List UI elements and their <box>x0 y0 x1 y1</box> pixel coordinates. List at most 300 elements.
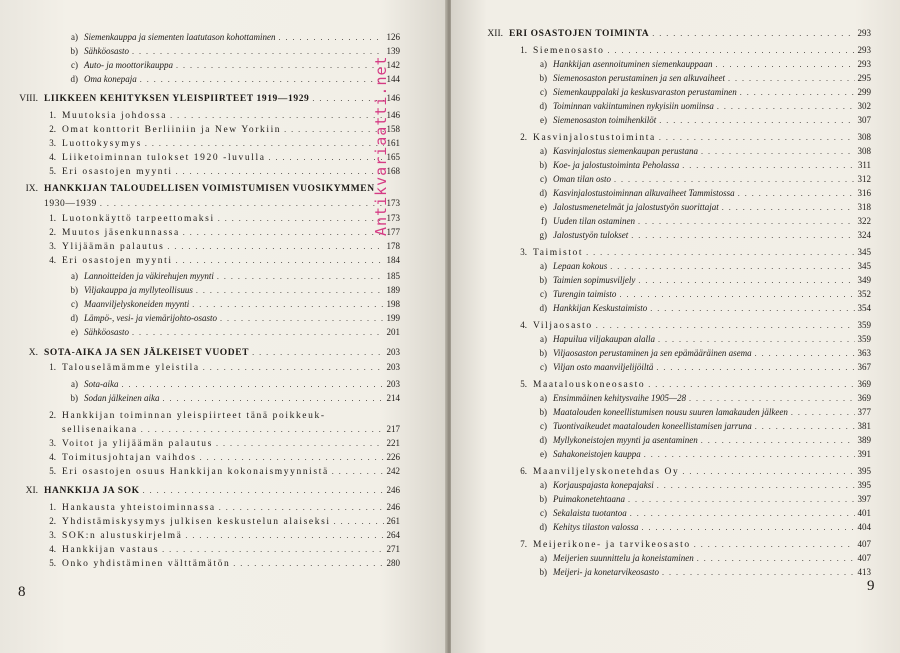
toc-leader-dots <box>717 100 855 113</box>
toc-entry-number: b) <box>539 567 547 577</box>
toc-entry-page: 214 <box>386 393 400 403</box>
toc-entry-number: 1. <box>49 110 56 120</box>
toc-entry <box>62 326 400 339</box>
toc-leader-dots <box>694 538 855 551</box>
toc-entry-title: Hankkijan toiminnan yleispiirteet tänä poikkeuk- <box>62 411 326 421</box>
toc-entry <box>531 173 871 186</box>
toc-entry-title: Eri osastojen myynti <box>62 256 173 266</box>
toc-entry <box>531 552 871 565</box>
toc-leader-dots <box>689 392 855 405</box>
toc-leader-dots <box>185 529 383 542</box>
toc-entry-title: Kasvinjalostustoiminta <box>533 133 656 143</box>
toc-entry-page: 407 <box>857 539 871 549</box>
toc-leader-dots <box>642 521 855 534</box>
toc-entry <box>42 240 400 253</box>
toc-entry <box>62 73 400 86</box>
toc-entry <box>513 44 871 57</box>
toc-entry <box>42 109 400 122</box>
toc-entry-page: 363 <box>857 348 871 358</box>
toc-entry-page: 146 <box>386 110 400 120</box>
toc-entry-number: b) <box>70 393 78 403</box>
toc-leader-dots <box>132 45 384 58</box>
toc-entry-page: 184 <box>386 255 400 265</box>
toc-entry-number: g) <box>539 230 547 240</box>
toc-entry-title: Meijerien suunnittelu ja koneistaminen <box>553 553 694 563</box>
toc-entry-page: 324 <box>857 230 871 240</box>
toc-entry-number: c) <box>540 421 547 431</box>
toc-leader-dots <box>203 361 384 374</box>
toc-entry <box>531 58 871 71</box>
toc-leader-dots <box>652 27 854 40</box>
toc-leader-dots <box>644 448 855 461</box>
toc-entry-number: c) <box>71 60 78 70</box>
toc-entry-page: 322 <box>857 216 871 226</box>
toc-entry-number: a) <box>540 334 547 344</box>
toc-entry <box>42 437 400 450</box>
toc-entry-number: b) <box>539 494 547 504</box>
toc-entry-page: 299 <box>857 87 871 97</box>
toc-entry-title: Onko yhdistäminen välttämätön <box>62 559 231 569</box>
toc-leader-dots <box>631 229 854 242</box>
toc-entry <box>531 406 871 419</box>
toc-leader-dots <box>252 346 383 359</box>
toc-entry-number: 4. <box>49 152 56 162</box>
toc-entry <box>531 201 871 214</box>
toc-entry-title: Liiketoiminnan tulokset 1920 -luvulla <box>62 153 266 163</box>
toc-entry <box>531 507 871 520</box>
toc-entry <box>8 484 400 497</box>
toc-entry-title: Maanviljelyskoneiden myynti <box>84 299 190 309</box>
toc-leader-dots <box>145 137 384 150</box>
toc-entry <box>62 270 400 283</box>
toc-entry-number: d) <box>539 101 547 111</box>
toc-entry-title: Toimitusjohtajan vaihdos <box>62 453 197 463</box>
toc-entry <box>42 165 400 178</box>
toc-entry <box>42 529 400 542</box>
toc-entry <box>42 501 400 514</box>
toc-leader-dots <box>596 319 855 332</box>
toc-entry-page: 158 <box>386 124 400 134</box>
toc-entry <box>513 378 871 391</box>
toc-entry <box>531 434 871 447</box>
toc-leader-dots <box>334 515 384 528</box>
toc-entry-title: Turengin taimisto <box>553 289 617 299</box>
toc-entry-title: Omat konttorit Berliiniin ja New Yorkiin <box>62 125 282 135</box>
toc-entry-title: Siemenosasto <box>533 46 605 56</box>
toc-entry-number: c) <box>540 289 547 299</box>
toc-entry-number: 1. <box>49 362 56 372</box>
toc-entry-title: HANKKIJAN TALOUDELLISEN VOIMISTUMISEN VUOSIKYMMEN <box>44 184 375 194</box>
toc-entry <box>531 347 871 360</box>
toc-entry-page: 178 <box>386 241 400 251</box>
toc-entry <box>8 346 400 359</box>
toc-leader-dots <box>176 59 384 72</box>
toc-leader-dots <box>662 566 855 579</box>
toc-entry-page: 307 <box>857 115 871 125</box>
toc-leader-dots <box>722 201 855 214</box>
toc-entry-title: Maatalouden koneellistumisen nousu suuren lamakauden jälkeen <box>553 407 788 417</box>
toc-entry-page: 352 <box>857 289 871 299</box>
toc-entry <box>473 27 871 40</box>
toc-entry-title: Viljaosasto <box>533 321 593 331</box>
toc-entry-page: 349 <box>857 275 871 285</box>
toc-entry-title: Muutos jäsenkunnassa <box>62 228 180 238</box>
toc-leader-dots <box>658 333 855 346</box>
toc-entry <box>531 114 871 127</box>
toc-entry-page: 142 <box>386 60 400 70</box>
toc-entry <box>42 361 400 374</box>
toc-leader-dots <box>332 465 384 478</box>
toc-leader-dots <box>132 326 384 339</box>
toc-leader-dots <box>170 109 383 122</box>
toc-entry-number: 2. <box>49 516 56 526</box>
toc-leader-dots <box>791 406 855 419</box>
toc-entry-title: Viljaosaston perustaminen ja sen epämääräinen asema <box>553 348 752 358</box>
toc-entry-number: c) <box>540 508 547 518</box>
toc-entry-number: d) <box>539 435 547 445</box>
toc-entry-page: 359 <box>857 334 871 344</box>
toc-entry-number: a) <box>540 59 547 69</box>
toc-leader-dots <box>586 246 854 259</box>
toc-entry-number: a) <box>540 553 547 563</box>
toc-entry-page: 126 <box>386 32 400 42</box>
toc-leader-dots <box>284 123 383 136</box>
toc-entry-number: 2. <box>520 132 527 142</box>
toc-entry-page: 295 <box>857 73 871 83</box>
toc-entry-page: 161 <box>386 138 400 148</box>
toc-leader-dots <box>728 72 855 85</box>
toc-entry-title: Ensimmäinen kehitysvaihe 1905—28 <box>553 393 686 403</box>
toc-leader-dots <box>143 484 384 497</box>
toc-leader-dots <box>638 274 854 287</box>
toc-leader-dots <box>755 420 855 433</box>
toc-entry-title: Jalostusmenetelmät ja jalostustyön suorittajat <box>553 202 719 212</box>
toc-entry <box>62 31 400 44</box>
toc-entry-title: Kasvinjalostustoiminnan alkuvaiheet Tammistossa <box>553 188 735 198</box>
toc-entry-number: 3. <box>49 138 56 148</box>
toc-entry-page: 217 <box>386 424 400 434</box>
toc-entry-title: SOTA-AIKA JA SEN JÄLKEISET VUODET <box>44 348 250 358</box>
toc-entry-page: 401 <box>857 508 871 518</box>
toc-entry-page: 139 <box>386 46 400 56</box>
toc-entry-title: Voitot ja ylijäämän palautus <box>62 439 213 449</box>
toc-entry <box>531 159 871 172</box>
toc-entry-number: XII. <box>487 29 503 39</box>
toc-leader-dots <box>220 312 384 325</box>
toc-leader-dots <box>755 347 855 360</box>
toc-entry-page: 146 <box>386 93 400 103</box>
toc-entry-page: 316 <box>857 188 871 198</box>
toc-entry-title: Siemenkauppalaki ja keskusvaraston perustaminen <box>553 87 737 97</box>
toc-entry-page: 407 <box>857 553 871 563</box>
toc-entry-title: Siemenosaston perustaminen ja sen alkuvaiheet <box>553 73 725 83</box>
toc-entry-number: 1. <box>520 45 527 55</box>
toc-entry <box>42 409 400 422</box>
toc-leader-dots <box>738 187 855 200</box>
toc-leader-dots <box>233 557 383 570</box>
toc-entry-title: Sähköosasto <box>84 46 129 56</box>
toc-entry-title: Sota-aika <box>84 379 119 389</box>
toc-entry-title: Viljan osto maanviljelijöiltä <box>553 362 654 372</box>
toc-leader-dots <box>659 131 855 144</box>
toc-entry-title: Meijerikone- ja tarvikeosasto <box>533 540 691 550</box>
toc-leader-dots <box>701 145 855 158</box>
toc-leader-dots <box>607 44 854 57</box>
toc-leader-dots <box>619 288 854 301</box>
toc-entry-title: SOK:n alustuskirjelmä <box>62 531 183 541</box>
toc-entry-number: 3. <box>49 438 56 448</box>
toc-entry <box>531 72 871 85</box>
toc-leader-dots <box>269 151 384 164</box>
toc-entry <box>62 298 400 311</box>
toc-entry-page: 144 <box>386 74 400 84</box>
toc-entry-number: 4. <box>49 452 56 462</box>
toc-leader-dots <box>659 114 854 127</box>
toc-entry-page: 302 <box>857 101 871 111</box>
toc-leader-dots <box>278 31 383 44</box>
toc-entry <box>42 515 400 528</box>
toc-entry-page: 221 <box>386 438 400 448</box>
toc-entry <box>42 557 400 570</box>
toc-entry-title: Yhdistämiskysymys julkisen keskustelun alaiseksi <box>62 517 331 527</box>
toc-leader-dots <box>697 552 855 565</box>
toc-entry-number: VIII. <box>19 94 38 104</box>
toc-entry-title: Hapuilua viljakaupan alalla <box>553 334 655 344</box>
toc-entry-page: 203 <box>386 362 400 372</box>
toc-entry <box>62 312 400 325</box>
toc-entry-title: Sahakoneistojen kauppa <box>553 449 641 459</box>
toc-entry-title: Muutoksia johdossa <box>62 111 168 121</box>
toc-entry-page: 226 <box>386 452 400 462</box>
toc-entry <box>531 392 871 405</box>
toc-entry-number: XI. <box>25 486 38 496</box>
toc-leader-dots <box>217 270 384 283</box>
toc-entry-number: 5. <box>49 558 56 568</box>
toc-entry-page: 404 <box>857 522 871 532</box>
toc-leader-dots <box>216 437 384 450</box>
toc-entry-page: 377 <box>857 407 871 417</box>
toc-entry-page: 173 <box>386 213 400 223</box>
toc-entry-page: 198 <box>386 299 400 309</box>
toc-entry-number: a) <box>71 271 78 281</box>
toc-entry-title: Siemenosaston toimihenkilöt <box>553 115 657 125</box>
toc-entry-page: 280 <box>386 558 400 568</box>
toc-entry <box>513 538 871 551</box>
toc-entry <box>42 151 400 164</box>
toc-entry-title: Taimistot <box>533 248 584 258</box>
toc-entry-title: Maatalouskoneosasto <box>533 380 646 390</box>
toc-entry-number: 4. <box>49 544 56 554</box>
toc-entry-number: c) <box>540 174 547 184</box>
toc-entry-title: Maanviljelyskonetehdas Oy <box>533 467 680 477</box>
toc-entry-title: Sekalaista tuotantoa <box>553 508 627 518</box>
toc-entry-title: Hankkijan Keskustaimisto <box>553 303 648 313</box>
toc-entry-number: 5. <box>520 379 527 389</box>
toc-entry-title: Siemenkauppa ja siementen laatutason kohottaminen <box>84 32 276 42</box>
toc-leader-dots <box>218 212 384 225</box>
toc-entry-page: 168 <box>386 166 400 176</box>
toc-leader-dots <box>656 361 854 374</box>
toc-entry <box>62 45 400 58</box>
toc-entry-title: Ylijäämän palautus <box>62 242 165 252</box>
page-number-right: 9 <box>867 578 875 594</box>
toc-entry-title: Sähköosasto <box>84 327 129 337</box>
toc-entry-number: b) <box>70 46 78 56</box>
toc-entry-page: 367 <box>857 362 871 372</box>
toc-entry-page: 369 <box>857 379 871 389</box>
toc-leader-dots <box>183 226 384 239</box>
toc-entry-page: 308 <box>857 146 871 156</box>
toc-entry-number: b) <box>539 275 547 285</box>
toc-entry-number: 2. <box>49 124 56 134</box>
toc-leader-dots <box>614 173 854 186</box>
toc-entry-page: 311 <box>857 160 871 170</box>
toc-entry-title: Sodan jälkeinen aika <box>84 393 160 403</box>
toc-entry <box>42 423 400 436</box>
toc-entry-page: 293 <box>857 59 871 69</box>
toc-leader-dots <box>162 392 383 405</box>
toc-entry <box>8 92 400 105</box>
toc-entry-title: sellisenaikana <box>62 425 138 435</box>
toc-entry-title: Korjauspajasta konepajaksi <box>553 480 654 490</box>
toc-entry-title: Jalostustyön tulokset <box>553 230 629 240</box>
toc-entry <box>513 246 871 259</box>
toc-leader-dots <box>140 73 384 86</box>
toc-entry-title: Hankausta yhteistoiminnassa <box>62 503 216 513</box>
toc-entry-title: Eri osastojen myynti <box>62 167 173 177</box>
toc-entry <box>531 361 871 374</box>
toc-entry-page: 345 <box>857 247 871 257</box>
toc-entry-number: a) <box>71 32 78 42</box>
toc-entry <box>531 493 871 506</box>
right-page <box>451 0 900 653</box>
toc-entry-page: 391 <box>857 449 871 459</box>
toc-entry-title: Talouselämämme yleistila <box>62 363 200 373</box>
toc-leader-dots <box>715 58 854 71</box>
toc-leader-dots <box>141 423 384 436</box>
toc-entry-title: Viljakauppa ja myllyteollisuus <box>84 285 193 295</box>
toc-entry-title: Uuden tilan ostaminen <box>553 216 635 226</box>
toc-leader-dots <box>630 507 855 520</box>
toc-entry-number: a) <box>540 480 547 490</box>
toc-entry-number: 5. <box>49 466 56 476</box>
toc-entry-page: 199 <box>386 313 400 323</box>
toc-entry-number: b) <box>70 285 78 295</box>
toc-entry <box>531 187 871 200</box>
toc-entry-number: 1. <box>49 213 56 223</box>
toc-leader-dots <box>650 302 854 315</box>
toc-entry <box>8 183 400 196</box>
toc-leader-dots <box>701 434 855 447</box>
toc-entry-number: d) <box>539 188 547 198</box>
toc-leader-dots <box>200 451 384 464</box>
toc-entry-page: 359 <box>857 320 871 330</box>
toc-entry-title: Luottokysymys <box>62 139 142 149</box>
toc-entry-number: 4. <box>520 320 527 330</box>
toc-leader-dots <box>648 378 854 391</box>
toc-entry <box>531 302 871 315</box>
toc-entry-title: LIIKKEEN KEHITYKSEN YLEISPIIRTEET 1919—1929 <box>44 94 310 104</box>
toc-entry-title: Lämpö-, vesi- ja viemärijohto-osasto <box>84 313 217 323</box>
toc-entry-number: 5. <box>49 166 56 176</box>
toc-entry-title: Koe- ja jalostustoiminta Peholassa <box>553 160 680 170</box>
toc-entry-number: a) <box>71 379 78 389</box>
toc-entry-page: 395 <box>857 480 871 490</box>
toc-entry-page: 203 <box>386 347 400 357</box>
toc-entry <box>42 212 400 225</box>
toc-entry-page: 271 <box>386 544 400 554</box>
toc-entry-title: ERI OSASTOJEN TOIMINTA <box>509 29 650 39</box>
toc-entry-number: d) <box>70 74 78 84</box>
toc-entry-number: f) <box>541 216 547 226</box>
toc-entry-number: e) <box>71 327 78 337</box>
toc-leader-dots <box>162 543 383 556</box>
watermark-text: Antikvariaatti.net <box>372 55 390 236</box>
toc-leader-dots <box>192 298 383 311</box>
toc-entry-page: 354 <box>857 303 871 313</box>
toc-entry <box>42 226 400 239</box>
toc-entry-page: 293 <box>857 45 871 55</box>
toc-entry-title: Auto- ja moottorikauppa <box>84 60 173 70</box>
toc-leader-dots <box>740 86 855 99</box>
toc-leader-dots <box>196 284 384 297</box>
toc-entry <box>531 274 871 287</box>
toc-entry-number: d) <box>70 313 78 323</box>
toc-entry-number: 4. <box>49 255 56 265</box>
toc-entry-number: b) <box>539 407 547 417</box>
toc-entry-title: Eri osastojen osuus Hankkijan kokonaismyynnistä <box>62 467 329 477</box>
toc-entry-page: 246 <box>386 502 400 512</box>
toc-entry <box>531 260 871 273</box>
toc-entry-number: c) <box>540 87 547 97</box>
toc-entry-title: Lannoitteiden ja väkirehujen myynti <box>84 271 214 281</box>
toc-leader-dots <box>176 254 384 267</box>
toc-entry-page: 395 <box>857 466 871 476</box>
toc-entry-page: 246 <box>386 485 400 495</box>
toc-entry <box>42 451 400 464</box>
toc-entry-page: 389 <box>857 435 871 445</box>
toc-entry <box>531 448 871 461</box>
toc-entry-number: 2. <box>49 227 56 237</box>
toc-entry-number: e) <box>540 202 547 212</box>
toc-entry <box>42 465 400 478</box>
toc-entry <box>531 288 871 301</box>
toc-entry-number: a) <box>540 393 547 403</box>
toc-entry-number: e) <box>540 115 547 125</box>
toc-entry-title: Toiminnan vakiintuminen nykyisiin uomiinsa <box>553 101 714 111</box>
toc-entry <box>42 123 400 136</box>
toc-entry <box>531 86 871 99</box>
toc-entry-title: 1930—1939 <box>44 199 97 209</box>
toc-entry-title: Oman tilan osto <box>553 174 612 184</box>
toc-entry-title: Lepaan kokous <box>553 261 608 271</box>
toc-entry-number: 3. <box>49 241 56 251</box>
toc-entry-number: 3. <box>520 247 527 257</box>
page-number-left: 8 <box>18 584 26 600</box>
toc-entry-number: b) <box>539 73 547 83</box>
toc-leader-dots <box>100 197 384 210</box>
toc-entry-page: 203 <box>386 379 400 389</box>
toc-entry <box>531 566 871 579</box>
toc-entry-page: 397 <box>857 494 871 504</box>
toc-entry <box>531 145 871 158</box>
toc-entry-title: HANKKIJA JA SOK <box>44 486 140 496</box>
toc-leader-dots <box>176 165 384 178</box>
toc-entry-number: a) <box>540 146 547 156</box>
toc-entry-title: Tuontivaikeudet maatalouden koneellistamisen jarruna <box>553 421 752 431</box>
toc-entry-title: Taimien sopimusviljely <box>553 275 636 285</box>
toc-leader-dots <box>682 465 854 478</box>
